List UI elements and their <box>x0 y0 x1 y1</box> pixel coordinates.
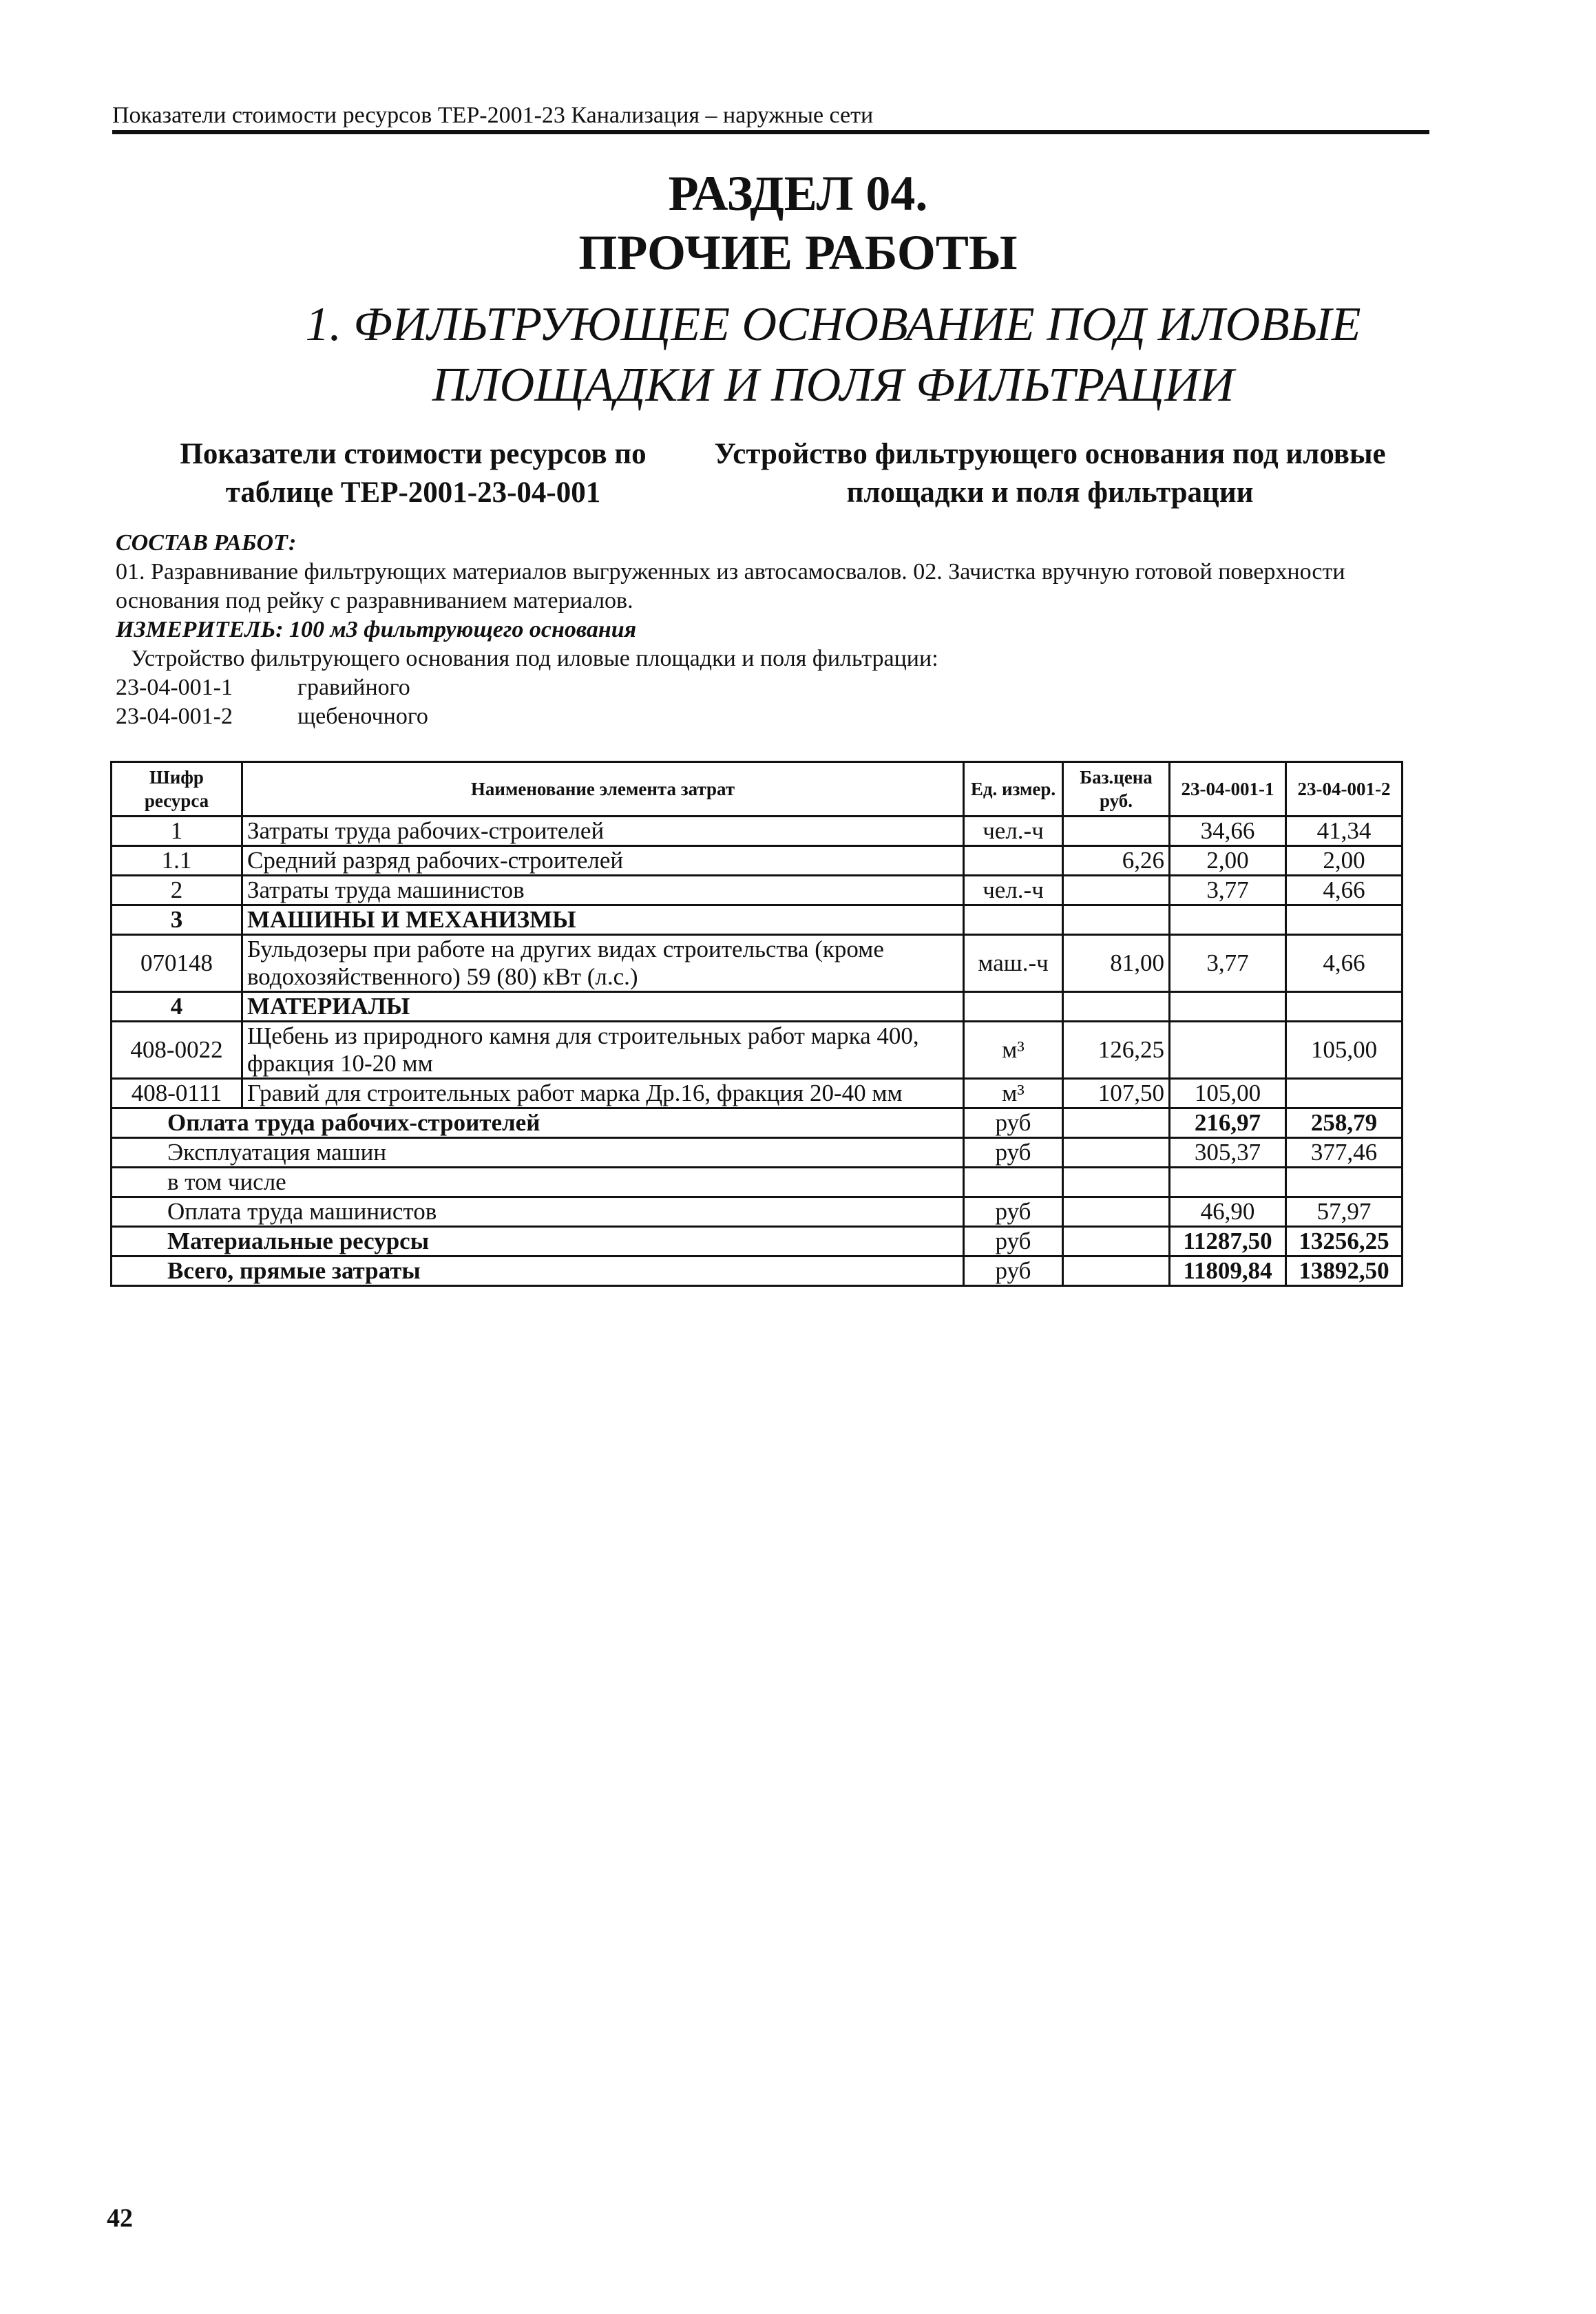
summary-row <box>112 1256 1403 1286</box>
cell-v1 <box>1170 1022 1286 1079</box>
works-block <box>116 529 1424 731</box>
cell-code: 1 <box>112 817 242 846</box>
cell-v1: 3,77 <box>1170 935 1286 992</box>
cell-v2: 41,34 <box>1286 817 1403 846</box>
cell-unit <box>964 905 1063 935</box>
summary-v2 <box>1286 1168 1403 1197</box>
table-description <box>692 435 1408 512</box>
summary-price <box>1063 1227 1170 1256</box>
cell-price <box>1063 876 1170 905</box>
cell-unit: м³ <box>964 1079 1063 1108</box>
header-rule <box>112 130 1429 134</box>
cell-v2 <box>1286 992 1403 1022</box>
cell-v2 <box>1286 1079 1403 1108</box>
summary-name: Материальные ресурсы <box>112 1227 964 1256</box>
summary-name: Эксплуатация машин <box>112 1138 964 1168</box>
cell-price: 107,50 <box>1063 1079 1170 1108</box>
resource-table <box>110 761 1403 1287</box>
cell-v2: 105,00 <box>1286 1022 1403 1079</box>
cell-name: Бульдозеры при работе на других видах строительства (кроме водохозяйственного) 59 (80) кВт (л.с.) <box>242 935 964 992</box>
cell-price: 81,00 <box>1063 935 1170 992</box>
summary-v2: 258,79 <box>1286 1108 1403 1138</box>
header-name: Наименование элемента затрат <box>242 762 964 817</box>
resource-indicator-ref-line2: таблице ТЕР-2001-23-04-001 <box>225 476 601 509</box>
cell-v2: 2,00 <box>1286 846 1403 876</box>
cell-price: 6,26 <box>1063 846 1170 876</box>
table-description-line2: площадки и поля фильтрации <box>846 476 1254 509</box>
summary-row <box>112 1227 1403 1256</box>
cell-v2: 4,66 <box>1286 935 1403 992</box>
cell-unit: м³ <box>964 1022 1063 1079</box>
measure-unit: ИЗМЕРИТЕЛЬ: 100 м3 фильтрующего основания <box>116 617 637 642</box>
cell-code: 4 <box>112 992 242 1022</box>
table-row <box>112 1022 1403 1079</box>
cell-unit <box>964 846 1063 876</box>
cell-name: Щебень из природного камня для строительных работ марка 400, фракция 10-20 мм <box>242 1022 964 1079</box>
summary-row <box>112 1138 1403 1168</box>
summary-name: Оплата труда машинистов <box>112 1197 964 1227</box>
cell-name: Затраты труда машинистов <box>242 876 964 905</box>
summary-v2: 377,46 <box>1286 1138 1403 1168</box>
works-item <box>116 702 1424 731</box>
cell-unit <box>964 992 1063 1022</box>
works-item <box>116 673 1424 702</box>
summary-name: Оплата труда рабочих-строителей <box>112 1108 964 1138</box>
table-row <box>112 846 1403 876</box>
cell-price <box>1063 992 1170 1022</box>
header-unit: Ед. измер. <box>964 762 1063 817</box>
cell-name: МАШИНЫ И МЕХАНИЗМЫ <box>242 905 964 935</box>
header-col2: 23-04-001-2 <box>1286 762 1403 817</box>
summary-name: в том числе <box>112 1168 964 1197</box>
table-description-line1: Устройство фильтрующего основания под иловые <box>714 438 1386 470</box>
works-item-code: 23-04-001-2 <box>116 704 233 729</box>
table-header-row <box>112 762 1403 817</box>
cell-code: 408-0022 <box>112 1022 242 1079</box>
summary-v1: 216,97 <box>1170 1108 1286 1138</box>
cell-code: 408-0111 <box>112 1079 242 1108</box>
summary-name: Всего, прямые затраты <box>112 1256 964 1286</box>
table-row <box>112 1079 1403 1108</box>
header-price: Баз.цена руб. <box>1063 762 1170 817</box>
summary-v1: 11809,84 <box>1170 1256 1286 1286</box>
works-intro: Устройство фильтрующего основания под иловые площадки и поля фильтрации: <box>131 646 938 671</box>
cell-v2: 4,66 <box>1286 876 1403 905</box>
header-col1: 23-04-001-1 <box>1170 762 1286 817</box>
works-label: СОСТАВ РАБОТ: <box>116 530 297 556</box>
table-row <box>112 905 1403 935</box>
cell-name: Затраты труда рабочих-строителей <box>242 817 964 846</box>
summary-price <box>1063 1168 1170 1197</box>
table-row <box>112 935 1403 992</box>
cell-code: 3 <box>112 905 242 935</box>
cell-v1: 2,00 <box>1170 846 1286 876</box>
cell-v1: 105,00 <box>1170 1079 1286 1108</box>
summary-v1: 11287,50 <box>1170 1227 1286 1256</box>
cell-v2 <box>1286 905 1403 935</box>
table-row <box>112 876 1403 905</box>
cell-price: 126,25 <box>1063 1022 1170 1079</box>
summary-unit: руб <box>964 1108 1063 1138</box>
cell-unit: чел.-ч <box>964 876 1063 905</box>
summary-unit <box>964 1168 1063 1197</box>
summary-unit: руб <box>964 1197 1063 1227</box>
summary-price <box>1063 1138 1170 1168</box>
cell-code: 1.1 <box>112 846 242 876</box>
header-code: Шифр ресурса <box>112 762 242 817</box>
resource-indicator-ref <box>138 435 689 512</box>
summary-unit: руб <box>964 1138 1063 1168</box>
table-row <box>112 817 1403 846</box>
summary-row <box>112 1108 1403 1138</box>
works-text: 01. Разравнивание фильтрующих материалов выгруженных из автосамосвалов. 02. Зачистка вручную готовой поверхности основания под рейку с разравниванием материалов. <box>116 559 1345 613</box>
table-row <box>112 992 1403 1022</box>
summary-v1: 305,37 <box>1170 1138 1286 1168</box>
summary-row <box>112 1197 1403 1227</box>
running-header: Показатели стоимости ресурсов ТЕР-2001-23 Канализация – наружные сети <box>112 103 874 128</box>
summary-v2: 13256,25 <box>1286 1227 1403 1256</box>
cell-name: МАТЕРИАЛЫ <box>242 992 964 1022</box>
resource-indicator-ref-line1: Показатели стоимости ресурсов по <box>180 438 647 470</box>
works-item-name: гравийного <box>297 675 410 700</box>
page-number: 42 <box>107 2204 133 2233</box>
subsection-title: 1. ФИЛЬТРУЮЩЕЕ ОСНОВАНИЕ ПОД ИЛОВЫЕ ПЛОЩАДКИ И ПОЛЯ ФИЛЬТРАЦИИ <box>305 298 1361 412</box>
cell-price <box>1063 905 1170 935</box>
section-title-line1: РАЗДЕЛ 04. <box>668 166 928 221</box>
cell-v1: 34,66 <box>1170 817 1286 846</box>
summary-unit: руб <box>964 1256 1063 1286</box>
summary-row <box>112 1168 1403 1197</box>
cell-unit: маш.-ч <box>964 935 1063 992</box>
summary-v1 <box>1170 1168 1286 1197</box>
summary-v1: 46,90 <box>1170 1197 1286 1227</box>
cell-code: 070148 <box>112 935 242 992</box>
cell-v1 <box>1170 905 1286 935</box>
summary-price <box>1063 1108 1170 1138</box>
section-title <box>0 164 1596 282</box>
cell-price <box>1063 817 1170 846</box>
summary-price <box>1063 1197 1170 1227</box>
cell-name: Средний разряд рабочих-строителей <box>242 846 964 876</box>
cell-v1: 3,77 <box>1170 876 1286 905</box>
summary-v2: 57,97 <box>1286 1197 1403 1227</box>
cell-name: Гравий для строительных работ марка Др.16, фракция 20-40 мм <box>242 1079 964 1108</box>
cell-unit: чел.-ч <box>964 817 1063 846</box>
section-title-line2: ПРОЧИЕ РАБОТЫ <box>578 225 1018 280</box>
summary-price <box>1063 1256 1170 1286</box>
cell-code: 2 <box>112 876 242 905</box>
works-item-name: щебеночного <box>297 704 428 729</box>
summary-v2: 13892,50 <box>1286 1256 1403 1286</box>
works-item-code: 23-04-001-1 <box>116 675 233 700</box>
summary-unit: руб <box>964 1227 1063 1256</box>
cell-v1 <box>1170 992 1286 1022</box>
